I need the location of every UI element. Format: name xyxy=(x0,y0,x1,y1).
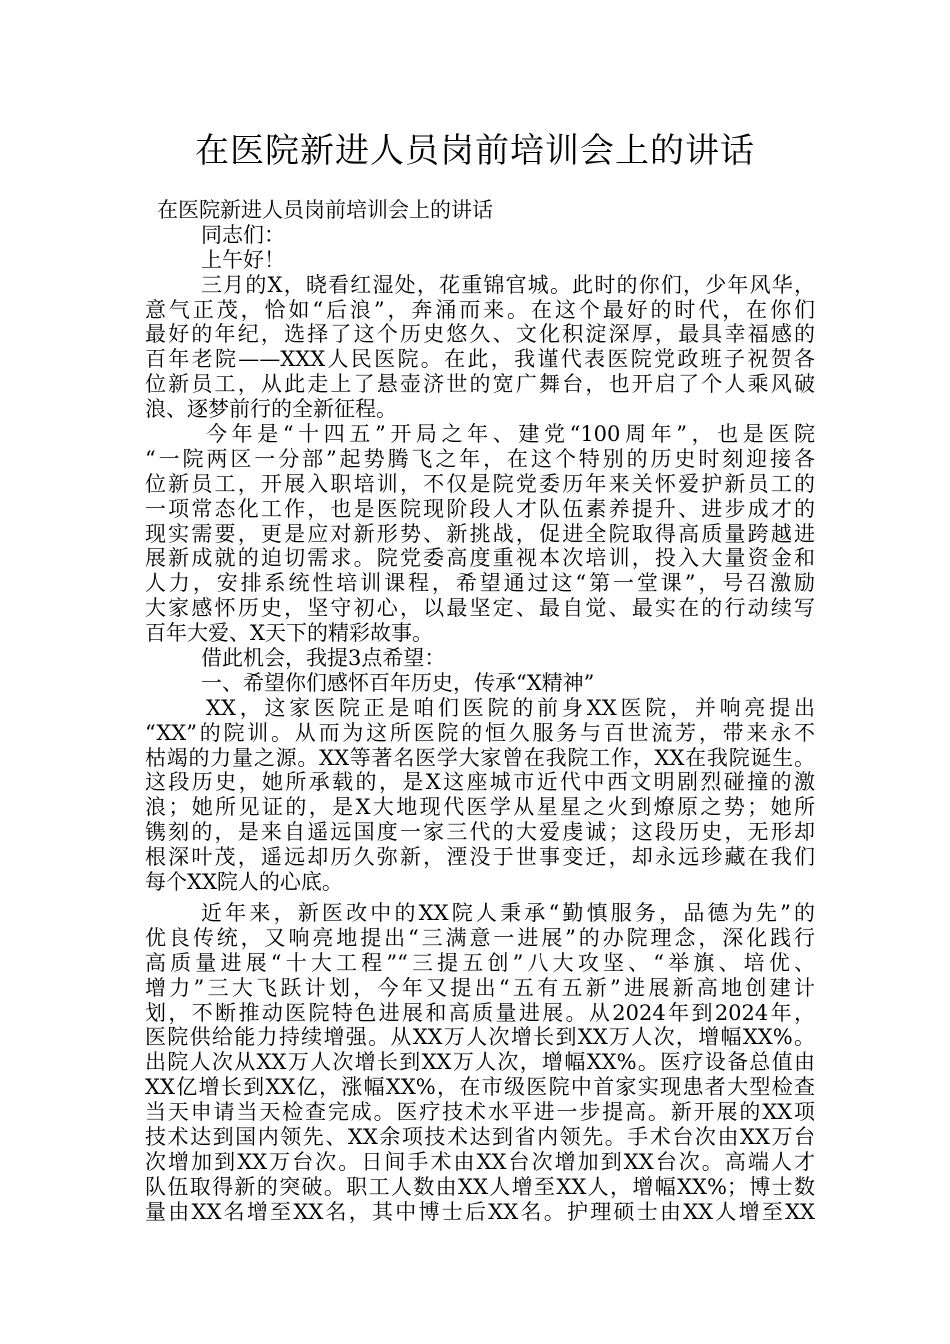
paragraph-line: 大家感怀历史，坚守初心，以最坚定、最自觉、最实在的行动续写 xyxy=(145,596,815,621)
paragraph-line: “一院两区一分部”起势腾飞之年，在这个特别的历史时刻迎接各 xyxy=(145,446,815,471)
paragraph-line: 今年是“十四五”开局之年、建党“100周年”，也是医院 xyxy=(206,422,815,447)
paragraph-line: “XX”的院训。从而为这所医院的恒久服务与百世流芳，带来永不 xyxy=(145,720,815,745)
paragraph-line: 当天申请当天检查完成。医疗技术水平进一步提高。新开展的XX项 xyxy=(145,1100,815,1125)
paragraph-line: XX，这家医院正是咱们医院的前身XX医院，并响亮提出 xyxy=(206,695,815,720)
paragraph-line: 划，不断推动医院特色进展和高质量进展。从2024年到2024年， xyxy=(145,1000,815,1025)
paragraph-line: 根深叶茂，遥远却历久弥新，湮没于世事变迁，却永远珍藏在我们 xyxy=(145,845,815,870)
document-body xyxy=(145,198,815,1225)
paragraph-line: 位新员工，从此走上了悬壶济世的宽广舞台，也开启了个人乘风破 xyxy=(145,372,815,397)
paragraph-line: 现实需要，更是应对新形势、新挑战，促进全院取得高质量跨越进 xyxy=(145,521,815,546)
paragraph-line: 人力，安排系统性培训课程，希望通过这“第一堂课”，号召激励 xyxy=(145,571,815,596)
subtitle-line: 在医院新进人员岗前培训会上的讲话 xyxy=(157,198,493,222)
paragraph-line: 展新成就的迫切需求。院党委高度重视本次培训，投入大量资金和 xyxy=(145,546,815,571)
document-title: 在医院新进人员岗前培训会上的讲话 xyxy=(195,131,755,171)
paragraph-line: 浪、逐梦前行的全新征程。 xyxy=(145,397,397,422)
paragraph-line: 百年大爱、X天下的精彩故事。 xyxy=(145,621,433,646)
paragraph-line: XX亿增长到XX亿，涨幅XX%，在市级医院中首家实现患者大型检查 xyxy=(145,1075,815,1100)
paragraph-line: 增力”三大飞跃计划，今年又提出“五有五新”进展新高地创建计 xyxy=(145,975,815,1000)
paragraph-line: 最好的年纪，选择了这个历史悠久、文化积淀深厚，最具幸福感的 xyxy=(145,322,815,347)
paragraph-line: 借此机会，我提3点希望： xyxy=(201,646,446,671)
paragraph-line: 医院供给能力持续增强。从XX万人次增长到XX万人次，增幅XX%。 xyxy=(145,1025,815,1050)
paragraph-line: 近年来，新医改中的XX院人秉承“勤慎服务，品德为先”的 xyxy=(201,900,815,925)
paragraph-line: 队伍取得新的突破。职工人数由XX人增至XX人，增幅XX%；博士数 xyxy=(145,1174,815,1199)
salutation-line: 同志们： xyxy=(201,222,285,247)
paragraph-line: 枯竭的力量之源。XX等著名医学大家曾在我院工作，XX在我院诞生。 xyxy=(145,745,815,770)
paragraph-line: 高质量进展“十大工程”“三提五创”八大攻坚、“举旗、培优、 xyxy=(145,950,815,975)
paragraph-line: 百年老院——XXX人民医院。在此，我谨代表医院党政班子祝贺各 xyxy=(145,347,815,372)
paragraph-line: 浪；她所见证的，是X大地现代医学从星星之火到燎原之势；她所 xyxy=(145,795,815,820)
paragraph-line: 技术达到国内领先、XX余项技术达到省内领先。手术台次由XX万台 xyxy=(145,1124,815,1149)
paragraph-line: 三月的X，晓看红湿处，花重锦官城。此时的你们，少年风华， xyxy=(201,272,815,297)
paragraph-line: 次增加到XX万台次。日间手术由XX台次增加到XX台次。高端人才 xyxy=(145,1149,815,1174)
section-heading: 一、希望你们感怀百年历史，传承“X精神” xyxy=(201,670,595,695)
paragraph-line: 每个XX院人的心底。 xyxy=(145,870,343,895)
paragraph-line: 优良传统，又响亮地提出“三满意一进展”的办院理念，深化践行 xyxy=(145,925,815,950)
greeting-line: 上午好！ xyxy=(201,247,285,272)
paragraph-line: 一项常态化工作，也是医院现阶段人才队伍素养提升、进步成才的 xyxy=(145,496,815,521)
paragraph-line: 位新员工，开展入职培训，不仅是院党委历年来关怀爱护新员工的 xyxy=(145,471,815,496)
paragraph-line: 镌刻的，是来自遥远国度一家三代的大爱虔诚；这段历史，无形却 xyxy=(145,820,815,845)
paragraph-line: 出院人次从XX万人次增长到XX万人次，增幅XX%。医疗设备总值由 xyxy=(145,1050,815,1075)
paragraph-line: 这段历史，她所承载的，是X这座城市近代中西文明剧烈碰撞的激 xyxy=(145,770,815,795)
paragraph-line: 意气正茂，恰如“后浪”，奔涌而来。在这个最好的时代，在你们 xyxy=(145,297,815,322)
paragraph-line: 量由XX名增至XX名，其中博士后XX名。护理硕士由XX人增至XX xyxy=(145,1199,815,1224)
